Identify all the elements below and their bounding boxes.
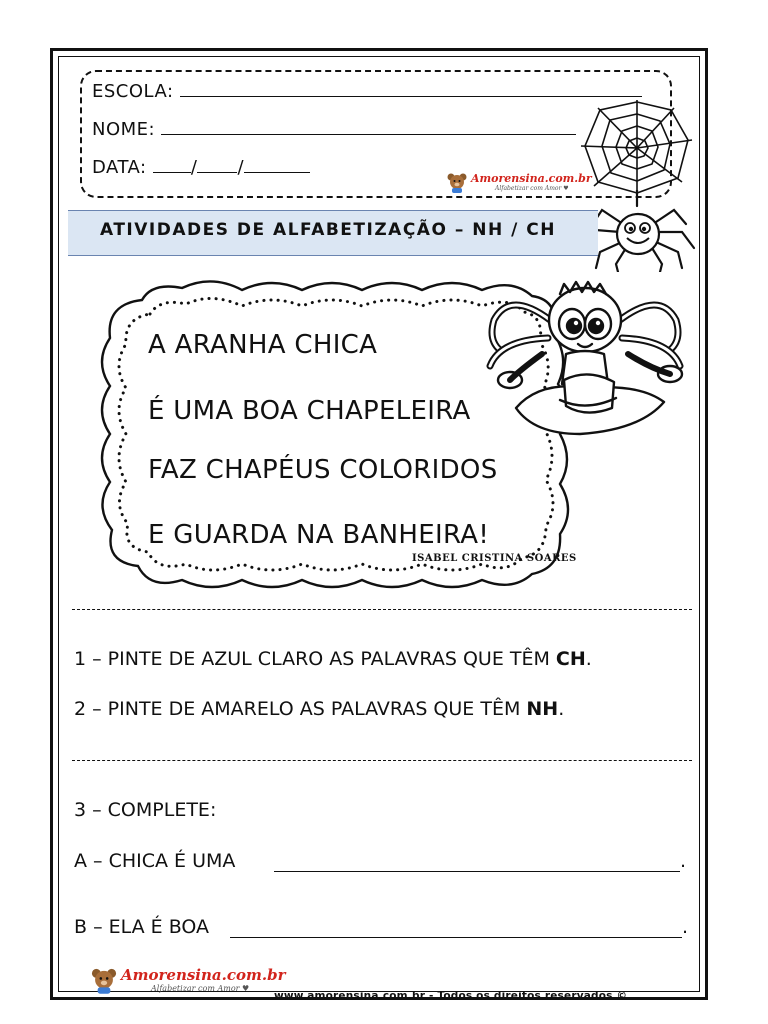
question-a — [74, 850, 235, 872]
footer-copyright: www.amorensina.com.br - Todos os direitos reservados © — [274, 990, 628, 1002]
question-1-text: 1 – PINTE DE AZUL CLARO AS PALAVRAS QUE TÊM — [74, 648, 556, 670]
poem-line-1: A ARANHA CHICA — [148, 330, 378, 360]
question-2-text: 2 – PINTE DE AMARELO AS PALAVRAS QUE TÊM — [74, 698, 527, 720]
date-month-line[interactable] — [197, 156, 237, 173]
spider-hanging-icon — [582, 190, 702, 272]
question-b — [74, 916, 209, 938]
question-1-end: . — [585, 648, 592, 670]
question-a-end: . — [680, 850, 687, 872]
name-field[interactable] — [92, 118, 576, 140]
logo-bottom-brand: Amorensina.com.br — [121, 966, 286, 984]
bear-mascot-icon — [446, 172, 468, 194]
school-label: ESCOLA: — [92, 81, 174, 102]
poem-line-2: É UMA BOA CHAPELEIRA — [148, 396, 471, 426]
question-a-text: A – CHICA É UMA — [74, 850, 236, 872]
spider-web-icon — [578, 98, 696, 198]
spider-with-hat-icon — [480, 280, 690, 446]
question-1 — [74, 648, 592, 670]
date-label: DATA: — [92, 157, 147, 178]
question-2-bold: NH — [526, 698, 559, 720]
date-day-line[interactable] — [153, 156, 191, 173]
date-field[interactable] — [92, 156, 310, 178]
title-band — [68, 210, 598, 256]
date-sep-2: / — [237, 157, 245, 178]
question-2 — [74, 698, 564, 720]
question-b-end: . — [682, 916, 689, 938]
answer-b-line[interactable] — [230, 937, 682, 938]
logo-top-brand: Amorensina.com.br — [471, 172, 592, 185]
logo-bottom — [90, 966, 285, 996]
logo-top — [446, 172, 592, 194]
school-fill-line[interactable] — [180, 80, 642, 97]
bear-mascot-icon — [90, 966, 118, 996]
name-fill-line[interactable] — [161, 118, 576, 135]
question-1-bold: CH — [555, 648, 586, 670]
answer-a-line[interactable] — [274, 871, 680, 872]
question-b-text: B – ELA É BOA — [74, 916, 210, 938]
page-title: ATIVIDADES DE ALFABETIZAÇÃO – NH / CH — [100, 220, 556, 240]
divider-1 — [72, 609, 692, 610]
question-2-end: . — [558, 698, 565, 720]
divider-2 — [72, 760, 692, 761]
name-label: NOME: — [92, 119, 156, 140]
logo-bottom-tagline: Alfabetizar com Amor ♥ — [151, 984, 250, 993]
poem-line-4: E GUARDA NA BANHEIRA! — [148, 520, 490, 550]
poem-line-3: FAZ CHAPÉUS COLORIDOS — [148, 455, 498, 485]
logo-top-tagline: Alfabetizar com Amor ♥ — [495, 185, 569, 192]
date-sep-1: / — [190, 157, 198, 178]
school-field[interactable] — [92, 80, 642, 102]
poem-author: ISABEL CRISTINA SOARES — [412, 553, 577, 564]
question-3: 3 – COMPLETE: — [74, 799, 217, 821]
date-year-line[interactable] — [244, 156, 310, 173]
